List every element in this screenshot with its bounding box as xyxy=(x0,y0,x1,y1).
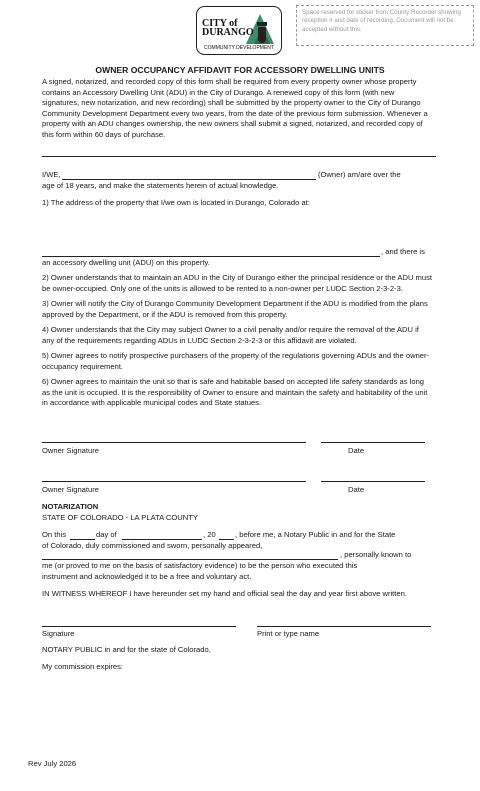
notary-day-field[interactable] xyxy=(70,539,95,540)
state-county: STATE OF COLORADO - LA PLATA COUNTY xyxy=(42,513,198,522)
date-label-2: Date xyxy=(348,485,365,494)
owner-signature-label-1: Owner Signature xyxy=(42,446,99,455)
intro-paragraph: A signed, notarized, and recorded copy of this form shall be required from every property owner whose property contains an Accessory Dwelling Unit (ADU) in the City of Durango. A renewed copy of this form (with new signatures, new notarization, and new recording) shall be submitted by the property owner to the City of Durango Community Development Department every two years, from the date of the previous form submission. Whenever a property with an ADU changes ownership, the new owners shall submit a signed, notarized, and recorded copy of this form within 60 days of purchase. xyxy=(42,77,428,139)
recorder-note: Space reserved for sticker from County Recorder showing reception # and date of recording. Document will not be accepted without this. xyxy=(302,9,461,33)
logo-durango: DURANGO xyxy=(202,27,254,38)
notary-line-4: me (or proved to me on the basis of satisfactory evidence) to be the person who executed this xyxy=(42,561,358,570)
date-label-1: Date xyxy=(348,446,365,455)
item-4-text: 4) Owner understands that the City may subject Owner to a civil penalty and/or require the removal of the ADU if any of the requirements regarding ADUs in LUDC Section 2-3-2-3 or this affidavit are violated. xyxy=(42,325,419,345)
notarization-heading: NOTARIZATION xyxy=(42,502,99,511)
item-3-text: 3) Owner will notify the City of Durango Community Development Department if the ADU is modified from the plans approved by the Department, or if the ADU is removed from this property. xyxy=(42,299,428,319)
print-name-label: Print or type name xyxy=(257,629,320,638)
revision-footer: Rev July 2026 xyxy=(28,759,77,768)
commission-expires-text: My commission expires: xyxy=(42,662,124,671)
owner-signature-line-2[interactable] xyxy=(42,481,306,482)
item-5-text: 5) Owner agrees to notify prospective purchasers of the property of the regulations governing ADUs and the owner-occupancy requirement. xyxy=(42,351,430,371)
iwe-suffix: (Owner) am/are over the xyxy=(318,170,401,179)
item-1-text: 1) The address of the property that I/we own is located in Durango, Colorado at: xyxy=(42,198,310,207)
date-line-1[interactable] xyxy=(321,442,425,443)
on-this-label: On this xyxy=(42,530,67,539)
notary-year-field[interactable] xyxy=(219,539,234,540)
iwe-continuation: age of 18 years, and make the statements herein of actual knowledge. xyxy=(42,181,279,190)
known-to-text: , personally known to xyxy=(340,550,412,559)
logo-dept: COMMUNITY DEVELOPMENT xyxy=(204,45,274,51)
iwe-label: I/WE, xyxy=(42,170,61,179)
notary-line-5: instrument and acknowledged it to be a free and voluntary act. xyxy=(42,572,252,581)
section-divider xyxy=(42,156,436,157)
owner-signature-line-1[interactable] xyxy=(42,442,306,443)
notary-signature-line[interactable] xyxy=(42,626,236,627)
appeared-person-field[interactable] xyxy=(42,559,338,560)
print-name-line[interactable] xyxy=(257,626,431,627)
year-prefix-label: , 20 xyxy=(203,530,216,539)
witness-text: IN WITNESS WHEREOF I have hereunder set my hand and official seal the day and year first above written. xyxy=(42,589,407,598)
property-address-field[interactable] xyxy=(42,256,380,257)
page-title: OWNER OCCUPANCY AFFIDAVIT FOR ACCESSORY DWELLING UNITS xyxy=(95,65,385,75)
item-6-text: 6) Owner agrees to maintain the unit so that is safe and habitable based on accepted life safety standards as long as the unit is occupied. It is the responsibility of Owner to ensure and maintain the safety and habitability of the unit in accordance with applicable municipal codes and State statues. xyxy=(42,377,428,408)
notary-signature-label: Signature xyxy=(42,629,75,638)
date-line-2[interactable] xyxy=(321,481,425,482)
recorder-reserved-box xyxy=(296,5,474,46)
before-me-text: , before me, a Notary Public in and for the State xyxy=(235,530,396,539)
owner-signature-label-2: Owner Signature xyxy=(42,485,99,494)
item-1-continuation: an accessory dwelling unit (ADU) on this property. xyxy=(42,258,210,267)
notary-line-2: of Colorado, duly commissioned and sworn, personally appeared, xyxy=(42,541,263,550)
notary-public-text: NOTARY PUBLIC in and for the state of Colorado, xyxy=(42,645,211,654)
owner-name-field[interactable] xyxy=(62,179,316,180)
logo-city-of: CITY of xyxy=(202,18,238,29)
item-2-text: 2) Owner understands that to maintain an ADU in the City of Durango either the principal residence or the ADU must be owner-occupied. Only one of the units is allowed to be rented to a non-owner per LUDC Section 2-3-2-3. xyxy=(42,273,433,293)
city-logo xyxy=(196,6,282,56)
item-1-suffix: , and there is xyxy=(381,247,425,256)
day-of-label: day of xyxy=(96,530,117,539)
notary-month-field[interactable] xyxy=(122,539,202,540)
